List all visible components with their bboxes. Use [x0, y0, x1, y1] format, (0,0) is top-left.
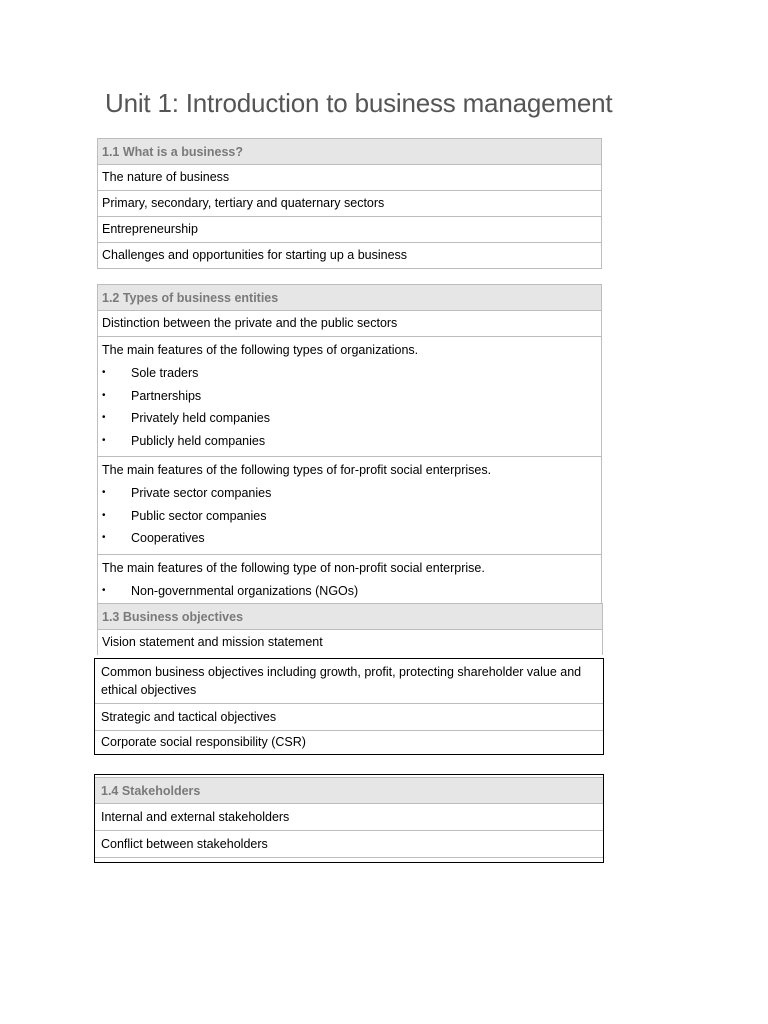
section-header: 1.3 Business objectives	[98, 603, 602, 629]
list-item: • Privately held companies	[102, 407, 597, 430]
table-row: Conflict between stakeholders	[95, 830, 603, 858]
table-row: Strategic and tactical objectives	[95, 703, 603, 730]
section-what-is-a-business	[97, 138, 602, 269]
table-row: Entrepreneurship	[98, 216, 601, 242]
row-lead-text: The main features of the following types of for-profit social enterprises.	[102, 463, 492, 477]
table-row: Distinction between the private and the public sectors	[98, 310, 601, 336]
bullet-list	[102, 482, 597, 550]
bullet-icon: •	[102, 434, 106, 446]
bullet-list	[102, 362, 597, 452]
list-item: • Publicly held companies	[102, 430, 597, 453]
bullet-icon: •	[102, 412, 106, 423]
section-business-objectives	[97, 603, 603, 655]
table-row: The nature of business	[98, 164, 601, 190]
list-item: • Non-governmental organizations (NGOs)	[102, 580, 597, 603]
bullet-icon: •	[102, 532, 106, 543]
bullet-list	[102, 580, 597, 603]
list-item: • Cooperatives	[102, 527, 597, 550]
page-title: Unit 1: Introduction to business management	[105, 88, 613, 118]
list-item: • Private sector companies	[102, 482, 597, 505]
table-row: Common business objectives including growth, profit, protecting shareholder value and ethical objectives	[101, 665, 582, 697]
bullet-icon: •	[102, 487, 106, 498]
table-row	[98, 456, 601, 554]
table-row: Corporate social responsibility (CSR)	[95, 730, 603, 754]
row-lead-text: The main features of the following type of non-profit social enterprise.	[102, 560, 485, 575]
list-item: • Public sector companies	[102, 505, 597, 528]
table-row	[98, 554, 601, 607]
table-row: Challenges and opportunities for starting up a business	[98, 242, 601, 268]
row-lead-text: The main features of the following types of organizations.	[102, 343, 419, 357]
table-row	[98, 336, 601, 456]
section-types-of-business-entities	[97, 284, 602, 607]
section-header: 1.4 Stakeholders	[95, 777, 603, 803]
bullet-icon: •	[102, 509, 106, 521]
list-item: • Partnerships	[102, 385, 597, 408]
bullet-icon: •	[102, 584, 106, 596]
section-header: 1.1 What is a business?	[98, 138, 601, 164]
table-row: Vision statement and mission statement	[98, 629, 602, 655]
business-objectives-box	[94, 658, 604, 755]
table-row: Primary, secondary, tertiary and quaternary sectors	[98, 190, 601, 216]
table-row: Internal and external stakeholders	[95, 803, 603, 830]
list-item: • Sole traders	[102, 362, 597, 385]
section-stakeholders	[94, 774, 604, 863]
bullet-icon: •	[102, 367, 106, 378]
bullet-icon: •	[102, 389, 106, 401]
section-header: 1.2 Types of business entities	[98, 284, 601, 310]
